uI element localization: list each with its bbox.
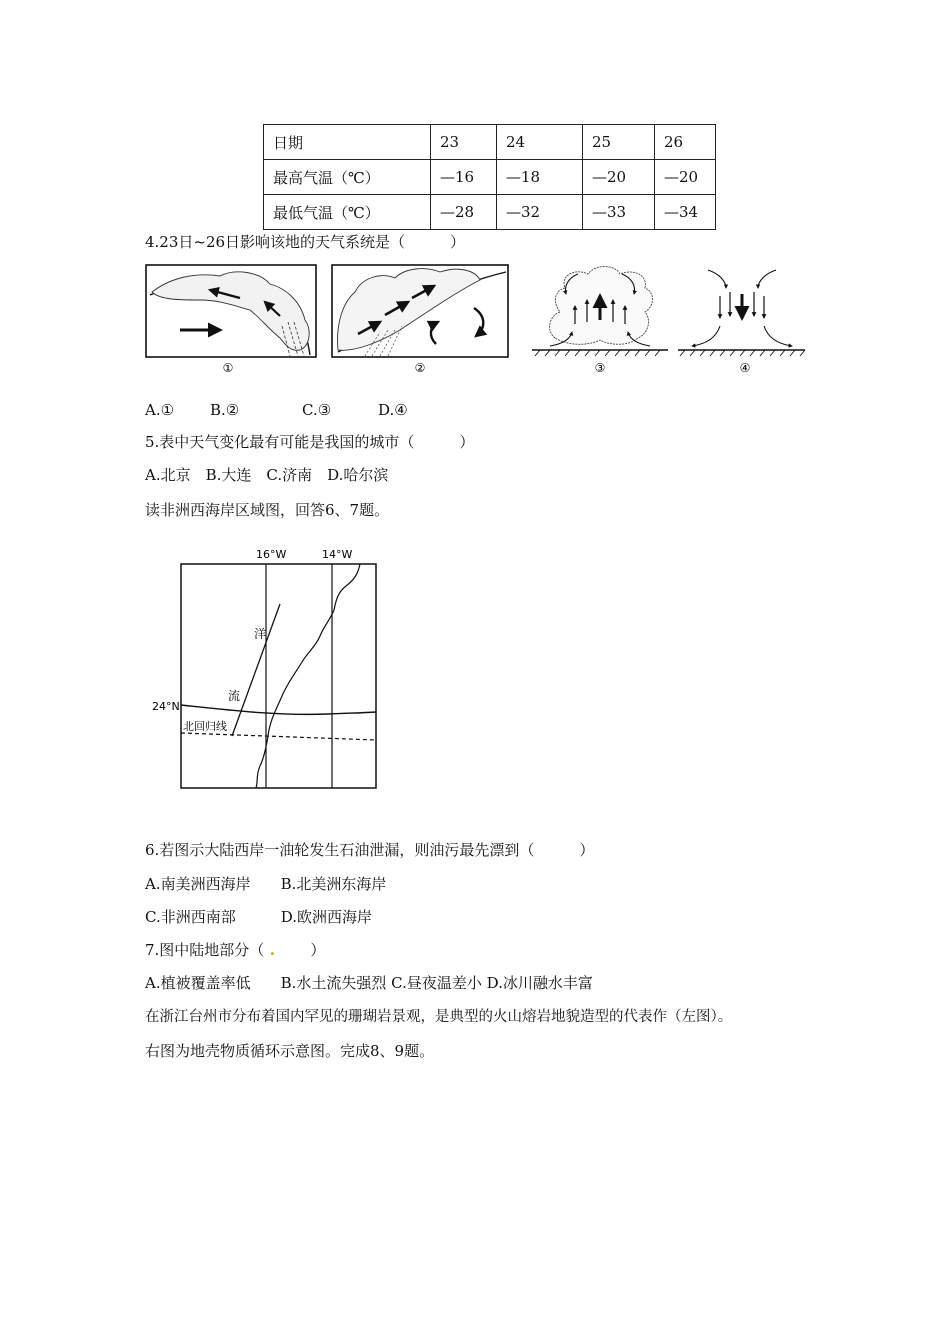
table-cell: 25: [583, 125, 655, 160]
table-cell: 最低气温（℃）: [264, 195, 431, 230]
table-cell: 23: [431, 125, 497, 160]
table-cell: —18: [497, 160, 583, 195]
figure-label-2: ②: [414, 361, 426, 375]
question-7-stem: [145, 940, 325, 960]
table-cell: 24: [497, 125, 583, 160]
longitude-label-14w: 14°W: [322, 548, 353, 561]
question-5-stem: 5.表中天气变化最有可能是我国的城市（ ）: [145, 433, 475, 451]
intro-questions-6-7: 读非洲西海岸区域图，回答6、7题。: [145, 501, 390, 519]
table-cell: —32: [497, 195, 583, 230]
west-africa-coast-map: [148, 540, 388, 795]
current-label-ocean: 洋: [254, 627, 267, 641]
intro-questions-8-9-line-1: 在浙江台州市分布着国内罕见的珊瑚岩景观，是典型的火山熔岩地貌造型的代表作（左图）。: [145, 1009, 733, 1025]
question-4-option-c: C.③: [302, 401, 332, 419]
question-7-options: A.植被覆盖率低 B.水土流失强烈 C.昼夜温差小 D.冰川融水丰富: [145, 974, 593, 992]
table-cell: —34: [655, 195, 716, 230]
question-7-stem-suffix: ）: [280, 941, 326, 959]
tropic-of-cancer-line: [181, 733, 376, 740]
figure-label-3: ③: [594, 361, 606, 375]
table-row: [264, 195, 716, 230]
question-4-option-d: D.④: [378, 401, 408, 419]
latitude-label-24n: 24°N: [152, 700, 180, 713]
question-6-options-line-2: C.非洲西南部 D.欧洲西海岸: [145, 908, 372, 926]
figure-label-1: ①: [222, 361, 234, 375]
weather-system-figure: [140, 260, 810, 378]
table-cell: —28: [431, 195, 497, 230]
table-cell: —33: [583, 195, 655, 230]
table-header-row: [264, 125, 716, 160]
table-cell: 26: [655, 125, 716, 160]
question-5-options: A.北京 B.大连 C.济南 D.哈尔滨: [145, 466, 389, 484]
parallel-24n: [181, 705, 376, 714]
current-label-flow: 流: [228, 689, 241, 703]
cyclone-diagram: [532, 267, 668, 357]
table-cell: 最高气温（℃）: [264, 160, 431, 195]
question-4-option-a: A.①: [145, 401, 175, 419]
figure-label-4: ④: [739, 361, 751, 375]
question-6-options-line-1: A.南美洲西海岸 B.北美洲东海岸: [145, 875, 387, 893]
longitude-label-16w: 16°W: [256, 548, 287, 561]
coastline: [256, 564, 360, 788]
table-cell: —16: [431, 160, 497, 195]
table-row: [264, 160, 716, 195]
table-cell: —20: [583, 160, 655, 195]
map-frame: [181, 564, 376, 788]
question-4-stem: 4.23日~26日影响该地的天气系统是（ ）: [145, 233, 466, 251]
temperature-table: [263, 124, 716, 230]
intro-questions-8-9-line-2: 右图为地壳物质循环示意图。完成8、9题。: [145, 1042, 435, 1060]
stray-mark: .: [269, 941, 275, 959]
question-7-stem-prefix: 7.图中陆地部分（: [145, 941, 265, 959]
anticyclone-diagram: [678, 270, 805, 356]
warm-front-diagram: [332, 265, 508, 357]
table-cell: —20: [655, 160, 716, 195]
table-cell: 日期: [264, 125, 431, 160]
cold-front-diagram: [146, 265, 316, 357]
question-6-stem: 6.若图示大陆西岸一油轮发生石油泄漏，则油污最先漂到（ ）: [145, 841, 595, 859]
question-4-option-b: B.②: [210, 401, 240, 419]
tropic-of-cancer-label: 北回归线: [183, 720, 227, 733]
